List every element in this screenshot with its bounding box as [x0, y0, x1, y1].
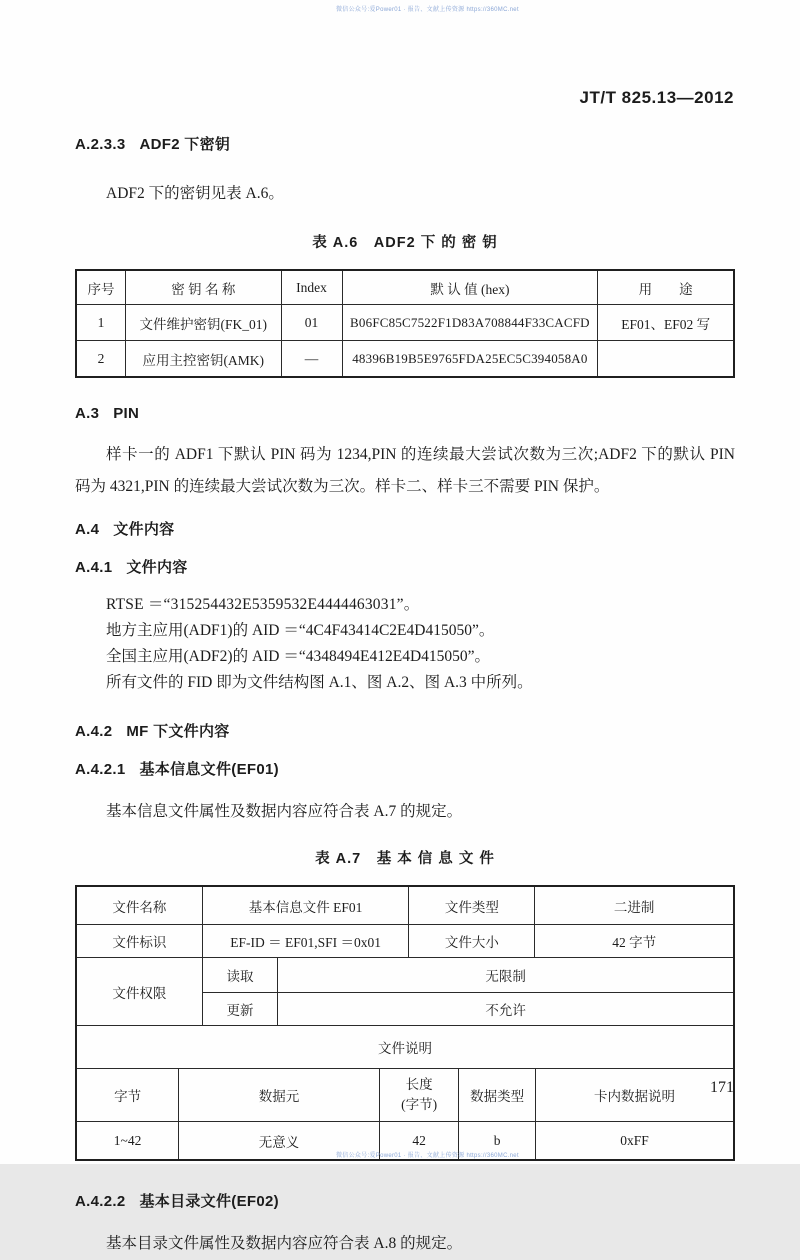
a41-line-fid: 所有文件的 FID 即为文件结构图 A.1、图 A.2、图 A.3 中所列。 — [106, 674, 533, 691]
table-a6-header-row — [77, 271, 733, 305]
section-a421-heading — [75, 758, 735, 779]
table-a7-permission-label: 文件权限 — [77, 958, 202, 1026]
section-a421-title: 基本信息文件(EF01) — [139, 761, 279, 778]
a41-lines — [75, 592, 735, 696]
section-a42-id: A.4.2 — [75, 723, 113, 740]
paragraph-a422: 基本目录文件属性及数据内容应符合表 A.8 的规定。 — [106, 1235, 463, 1252]
section-a4-title: 文件内容 — [113, 521, 175, 538]
table-a7-column-header: 卡内数据说明 — [536, 1069, 733, 1122]
paragraph-a3: 样卡一的 ADF1 下默认 PIN 码为 1234,PIN 的连续最大尝试次数为三次;ADF2 下的默认 PIN 码为 4321,PIN 的连续最大尝试次数为三次。样卡二、样卡三不需要 PIN 保护。 — [75, 446, 735, 495]
table-a6-header-cell: 用 途 — [598, 271, 733, 305]
table-a7-top-grid — [77, 887, 733, 1026]
table-a6-cell: 应用主控密钥(AMK) — [126, 341, 281, 377]
a41-line-rtse: RTSE ＝“315254432E5359532E4444463031”。 — [106, 596, 420, 613]
table-a6-grid — [77, 271, 733, 376]
table-a7-cell: b — [459, 1122, 536, 1160]
table-a7-cell: 文件大小 — [409, 925, 535, 958]
table-a7-cell: 文件类型 — [409, 887, 535, 925]
section-a41-title: 文件内容 — [126, 559, 188, 576]
section-a3-id: A.3 — [75, 405, 100, 422]
table-a7-cell: 无限制 — [278, 958, 733, 993]
a41-line-adf2-aid: 全国主应用(ADF2)的 AID ＝“4348494E412E4D415050”。 — [106, 648, 491, 665]
table-row — [77, 925, 733, 958]
table-a6-header-cell: 密 钥 名 称 — [126, 271, 281, 305]
section-a421-id: A.4.2.1 — [75, 761, 126, 778]
section-a422-title: 基本目录文件(EF02) — [139, 1193, 279, 1210]
table-a7-cell: 二进制 — [535, 887, 733, 925]
table-a7-cell: 文件名称 — [77, 887, 202, 925]
table-a6-header-cell: Index — [281, 271, 342, 305]
page-number: 171 — [710, 1079, 734, 1096]
table-a6-caption: 表 A.6 ADF2 下 的 密 钥 — [312, 235, 498, 251]
table-a7-description-title: 文件说明 — [77, 1026, 733, 1069]
section-a4-id: A.4 — [75, 521, 100, 538]
table-a7 — [75, 885, 735, 1161]
section-a422-id: A.4.2.2 — [75, 1193, 126, 1210]
section-a3-title: PIN — [113, 405, 140, 422]
table-a6-cell: — — [281, 341, 342, 377]
table-a7-cell: 0xFF — [620, 1132, 649, 1148]
table-a6-cell: 2 — [77, 341, 126, 377]
table-a7-column-header: 数据元 — [179, 1069, 380, 1122]
section-a4-heading — [75, 518, 735, 539]
table-a6-cell: 01 — [281, 305, 342, 341]
section-a3-heading — [75, 405, 735, 422]
section-a233-id: A.2.3.3 — [75, 136, 126, 153]
section-a233-heading — [75, 133, 735, 154]
paragraph-a421: 基本信息文件属性及数据内容应符合表 A.7 的规定。 — [106, 803, 463, 820]
section-a42-title: MF 下文件内容 — [126, 723, 230, 740]
table-a6-header-cell: 序号 — [77, 271, 126, 305]
table-a7-cell: 基本信息文件 EF01 — [202, 887, 409, 925]
table-a7-cell: 更新 — [202, 993, 277, 1026]
section-a41-heading — [75, 556, 735, 577]
section-a42-heading — [75, 720, 735, 741]
table-a7-cell: 文件标识 — [77, 925, 202, 958]
table-a7-column-header-line: 长度 — [405, 1077, 433, 1093]
table-a6-header-cell: 默 认 值 (hex) — [342, 271, 598, 305]
table-a6-cell — [598, 341, 733, 377]
table-a6-cell: EF01、EF02 写 — [598, 305, 733, 341]
a41-line-adf1-aid: 地方主应用(ADF1)的 AID ＝“4C4F43414C2E4D415050”。 — [106, 622, 495, 639]
table-row — [77, 958, 733, 993]
table-a7-caption: 表 A.7 基 本 信 息 文 件 — [315, 851, 495, 867]
table-a7-cell: EF-ID ＝ EF01,SFI ＝0x01 — [202, 925, 409, 958]
table-row — [77, 887, 733, 925]
watermark-bottom: 微信公众号:爱Power01 · 报告、文献上传资源 https://360MC.net — [336, 1153, 519, 1159]
paragraph-a233: ADF2 下的密钥见表 A.6。 — [106, 185, 284, 202]
section-a422-heading — [75, 1190, 735, 1211]
table-a7-column-header: 数据类型 — [459, 1069, 536, 1122]
table-a7-cell: 读取 — [202, 958, 277, 993]
table-a7-column-header: 字节 — [77, 1069, 179, 1122]
table-a6-cell: B06FC85C7522F1D83A708844F33CACFD — [342, 305, 598, 341]
table-a7-cell: 无意义 — [179, 1122, 380, 1160]
page-content — [75, 133, 735, 1260]
watermark-top: 微信公众号:爱Power01 · 报告、文献上传资源 https://360MC.net — [336, 7, 519, 13]
table-a7-column-header — [379, 1069, 458, 1122]
section-a41-id: A.4.1 — [75, 559, 113, 576]
table-a7-cell: 不允许 — [278, 993, 733, 1026]
table-a7-cell: 42 字节 — [535, 925, 733, 958]
table-a7-column-header-line: (字节) — [401, 1097, 438, 1112]
table-a6-cell: 1 — [77, 305, 126, 341]
table-row — [77, 341, 733, 377]
table-a6-cell: 48396B19B5E9765FDA25EC5C394058A0 — [342, 341, 598, 377]
table-row — [77, 305, 733, 341]
table-a6 — [75, 269, 735, 378]
table-a6-cell: 文件维护密钥(FK_01) — [126, 305, 281, 341]
table-a7-bottom-grid — [77, 1069, 733, 1159]
table-a7-cell: 1~42 — [77, 1122, 179, 1160]
table-a7-cell: 42 — [379, 1122, 458, 1160]
doc-number: JT/T 825.13—2012 — [579, 88, 734, 107]
section-a233-title: ADF2 下密钥 — [139, 136, 231, 153]
table-a7-columns-row — [77, 1069, 733, 1122]
